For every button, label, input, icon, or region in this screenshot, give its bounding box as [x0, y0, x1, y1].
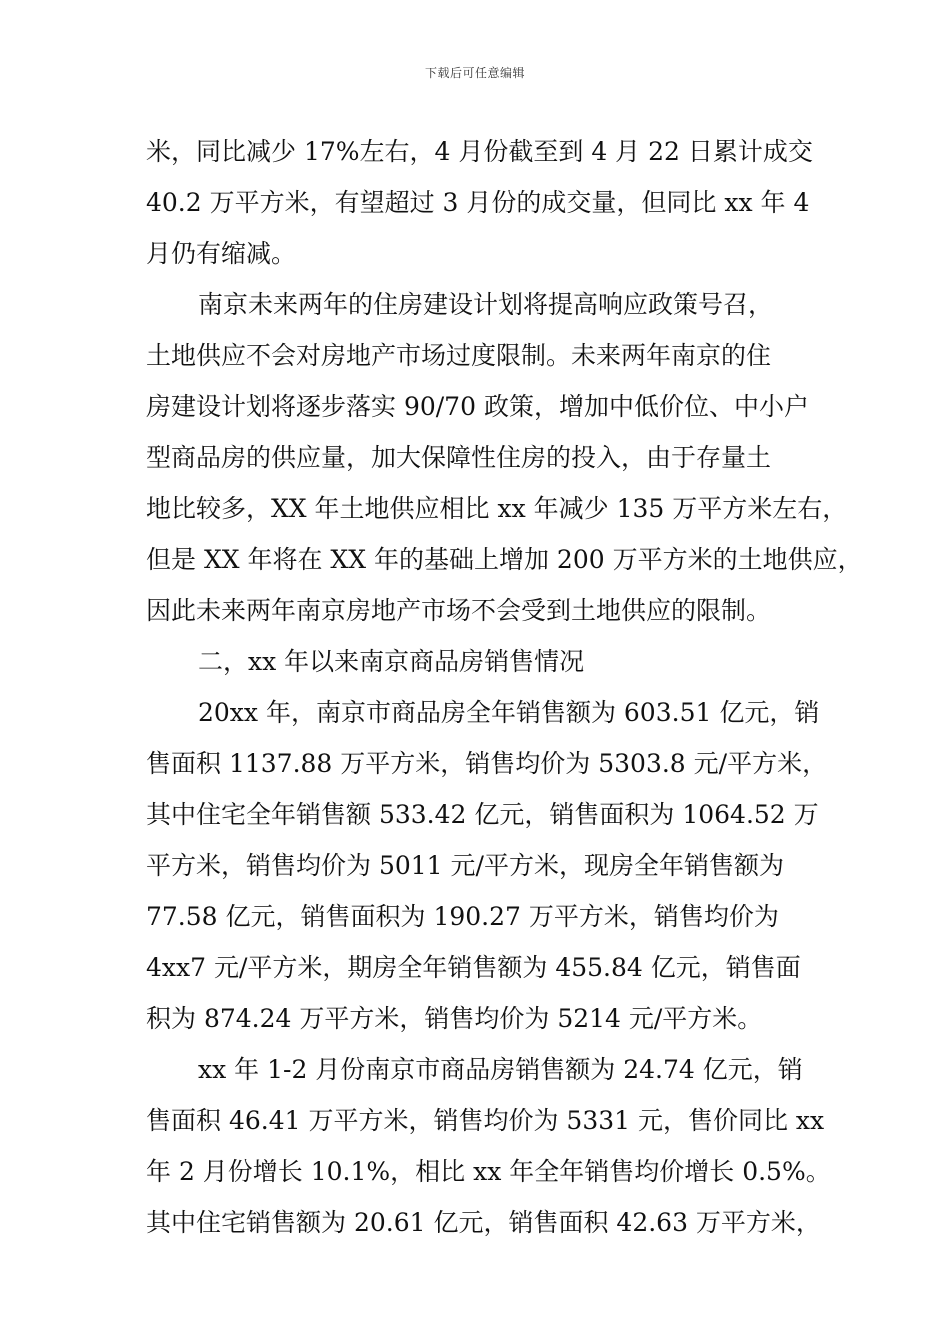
text-line: 地比较多，XX 年土地供应相比 xx 年减少 135 万平方米左右， [146, 494, 848, 523]
text-line: xx 年 1-2 月份南京市商品房销售额为 24.74 亿元，销 [198, 1055, 803, 1084]
text-line: 77.58 亿元，销售面积为 190.27 万平方米，销售均价为 [146, 902, 779, 931]
text-line: 其中住宅销售额为 20.61 亿元，销售面积 42.63 万平方米， [146, 1208, 821, 1237]
text-line: 其中住宅全年销售额 533.42 亿元，销售面积为 1064.52 万 [146, 800, 819, 829]
body-text [146, 126, 863, 1248]
section-heading: 二，xx 年以来南京商品房销售情况 [198, 647, 585, 676]
text-line: 米，同比减少 17%左右，4 月份截至到 4 月 22 日累计成交 [146, 137, 813, 166]
text-line: 40.2 万平方米，有望超过 3 月份的成交量，但同比 xx 年 4 [146, 188, 810, 217]
text-line: 平方米，销售均价为 5011 元/平方米，现房全年销售额为 [146, 851, 784, 880]
text-line: 型商品房的供应量，加大保障性住房的投入，由于存量土 [146, 443, 772, 472]
text-line: 积为 874.24 万平方米，销售均价为 5214 元/平方米。 [146, 1004, 763, 1033]
text-line: 南京未来两年的住房建设计划将提高响应政策号召， [198, 290, 774, 319]
text-line: 年 2 月份增长 10.1%，相比 xx 年全年销售均价增长 0.5%。 [146, 1157, 831, 1186]
text-line: 土地供应不会对房地产市场过度限制。未来两年南京的住 [146, 341, 772, 370]
text-line: 但是 XX 年将在 XX 年的基础上增加 200 万平方米的土地供应， [146, 545, 863, 574]
text-line: 售面积 1137.88 万平方米，销售均价为 5303.8 元/平方米， [146, 749, 828, 778]
page-header: 下载后可任意编辑 [424, 66, 525, 80]
text-line: 月仍有缩减。 [146, 239, 297, 268]
text-line: 4xx7 元/平方米，期房全年销售额为 455.84 亿元，销售面 [146, 953, 801, 982]
text-line: 售面积 46.41 万平方米，销售均价为 5331 元，售价同比 xx [146, 1106, 825, 1135]
text-line: 20xx 年，南京市商品房全年销售额为 603.51 亿元，销 [198, 698, 820, 727]
text-line: 因此未来两年南京房地产市场不会受到土地供应的限制。 [146, 596, 772, 625]
text-line: 房建设计划将逐步落实 90/70 政策，增加中低价位、中小户 [146, 392, 809, 421]
